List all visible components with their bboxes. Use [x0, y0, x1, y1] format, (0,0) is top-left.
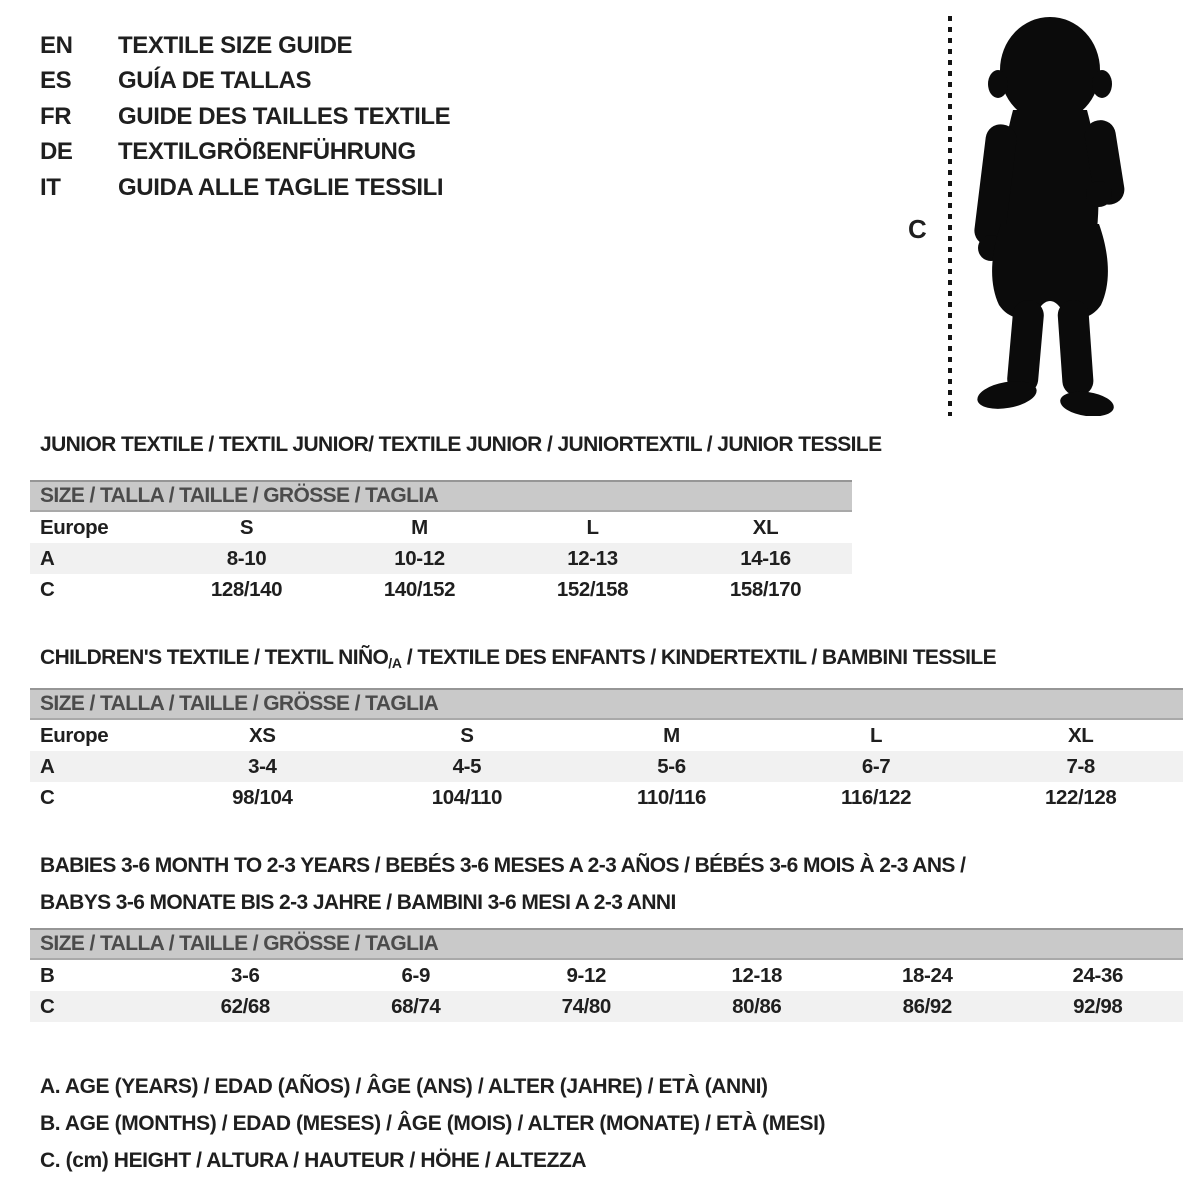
table-row — [30, 991, 1183, 1022]
row-label: A — [40, 546, 55, 570]
age-cell: 24-36 — [1072, 963, 1123, 987]
list-item — [40, 135, 450, 171]
list-item — [40, 64, 450, 100]
height-measure-figure — [890, 0, 1200, 440]
list-item — [40, 28, 450, 64]
age-cell: 12-18 — [731, 963, 782, 987]
age-cell: 18-24 — [902, 963, 953, 987]
row-label: C — [40, 577, 55, 601]
row-label: B — [40, 963, 55, 987]
toddler-silhouette-icon — [963, 12, 1137, 416]
age-cell: 8-10 — [226, 546, 267, 570]
age-cell: 5-6 — [657, 754, 686, 778]
guide-title: GUIDE DES TAILLES TEXTILE — [118, 102, 451, 130]
language-code: EN — [40, 31, 73, 59]
language-code: ES — [40, 67, 72, 95]
babies-size-table — [30, 928, 1183, 1022]
size-cell: XL — [1067, 723, 1094, 747]
row-label: Europe — [40, 723, 109, 747]
babies-section-heading — [40, 847, 965, 921]
row-label: C — [40, 785, 55, 809]
height-cell: 140/152 — [383, 577, 456, 601]
age-cell: 12-13 — [567, 546, 618, 570]
row-label: A — [40, 754, 55, 778]
guide-title: GUIDA ALLE TAGLIE TESSILI — [118, 173, 444, 201]
table-row — [30, 574, 852, 605]
age-cell: 6-9 — [401, 963, 430, 987]
table-row — [30, 960, 1183, 991]
footnote-c: C. (cm) HEIGHT / ALTURA / HAUTEUR / HÖHE / ALTEZZA — [40, 1149, 587, 1172]
size-cell: M — [663, 723, 680, 747]
size-header-row: SIZE / TALLA / TAILLE / GRÖSSE / TAGLIA — [30, 480, 852, 512]
size-cell: L — [586, 515, 599, 539]
heading-text: CHILDREN'S TEXTILE / TEXTIL NIÑO — [40, 646, 389, 669]
age-cell: 3-6 — [231, 963, 260, 987]
row-label: C — [40, 994, 55, 1018]
height-cell: 104/110 — [431, 785, 502, 809]
language-code: DE — [40, 138, 73, 166]
footnote-a: A. AGE (YEARS) / EDAD (AÑOS) / ÂGE (ANS) / ALTER (JAHRE) / ETÀ (ANNI) — [40, 1075, 768, 1098]
age-cell: 4-5 — [452, 754, 482, 778]
size-cell: XL — [752, 515, 779, 539]
height-measure-label: C — [908, 214, 927, 244]
legend-footnotes — [40, 1068, 825, 1179]
heading-line-1: BABIES 3-6 MONTH TO 2-3 YEARS / BEBÉS 3-6 MESES A 2-3 AÑOS / BÉBÉS 3-6 MOIS À 2-3 ANS / — [40, 854, 966, 877]
table-row — [30, 720, 1183, 751]
list-item — [40, 170, 450, 206]
children-section-heading — [40, 646, 996, 670]
guide-title: GUÍA DE TALLAS — [118, 67, 312, 95]
table-row — [30, 512, 852, 543]
language-code: FR — [40, 102, 72, 130]
height-cell: 86/92 — [902, 994, 952, 1018]
guide-title: TEXTILE SIZE GUIDE — [118, 31, 353, 59]
heading-line-2: BABYS 3-6 MONATE BIS 2-3 JAHRE / BAMBINI 3-6 MESI A 2-3 ANNI — [40, 891, 676, 914]
age-cell: 3-4 — [248, 754, 277, 778]
size-header-row: SIZE / TALLA / TAILLE / GRÖSSE / TAGLIA — [30, 928, 1183, 960]
age-cell: 14-16 — [740, 546, 791, 570]
height-cell: 98/104 — [232, 785, 293, 809]
height-cell: 68/74 — [391, 994, 441, 1018]
heading-subscript: /A — [388, 655, 402, 671]
size-cell: XS — [249, 723, 276, 747]
heading-text: / TEXTILE DES ENFANTS / KINDERTEXTIL / BAMBINI TESSILE — [401, 646, 997, 669]
height-cell: 80/86 — [732, 994, 782, 1018]
size-cell: S — [460, 723, 474, 747]
row-label: Europe — [40, 515, 109, 539]
language-code: IT — [40, 173, 61, 201]
children-size-table — [30, 688, 1183, 813]
height-cell: 62/68 — [220, 994, 270, 1018]
age-cell: 6-7 — [861, 754, 891, 778]
height-dashed-line — [948, 16, 952, 416]
table-row — [30, 543, 852, 574]
height-cell: 74/80 — [561, 994, 611, 1018]
height-cell: 110/116 — [636, 785, 706, 809]
height-cell: 122/128 — [1045, 785, 1117, 809]
size-cell: M — [411, 515, 428, 539]
size-cell: L — [870, 723, 883, 747]
age-cell: 7-8 — [1066, 754, 1095, 778]
table-row — [30, 782, 1183, 813]
height-cell: 158/170 — [729, 577, 802, 601]
guide-title: TEXTILGRÖßENFÜHRUNG — [118, 138, 416, 166]
age-cell: 9-12 — [566, 963, 606, 987]
table-row — [30, 751, 1183, 782]
height-cell: 152/158 — [556, 577, 629, 601]
size-header-row: SIZE / TALLA / TAILLE / GRÖSSE / TAGLIA — [30, 688, 1183, 720]
language-title-list — [40, 28, 450, 206]
height-cell: 116/122 — [840, 785, 912, 809]
footnote-b: B. AGE (MONTHS) / EDAD (MESES) / ÂGE (MOIS) / ALTER (MONATE) / ETÀ (MESI) — [40, 1112, 826, 1135]
junior-section-heading: JUNIOR TEXTILE / TEXTIL JUNIOR/ TEXTILE JUNIOR / JUNIORTEXTIL / JUNIOR TESSILE — [40, 433, 882, 456]
age-cell: 10-12 — [394, 546, 445, 570]
height-cell: 92/98 — [1073, 994, 1123, 1018]
junior-size-table — [30, 480, 852, 605]
list-item — [40, 99, 450, 135]
height-cell: 128/140 — [210, 577, 283, 601]
size-cell: S — [239, 515, 254, 539]
